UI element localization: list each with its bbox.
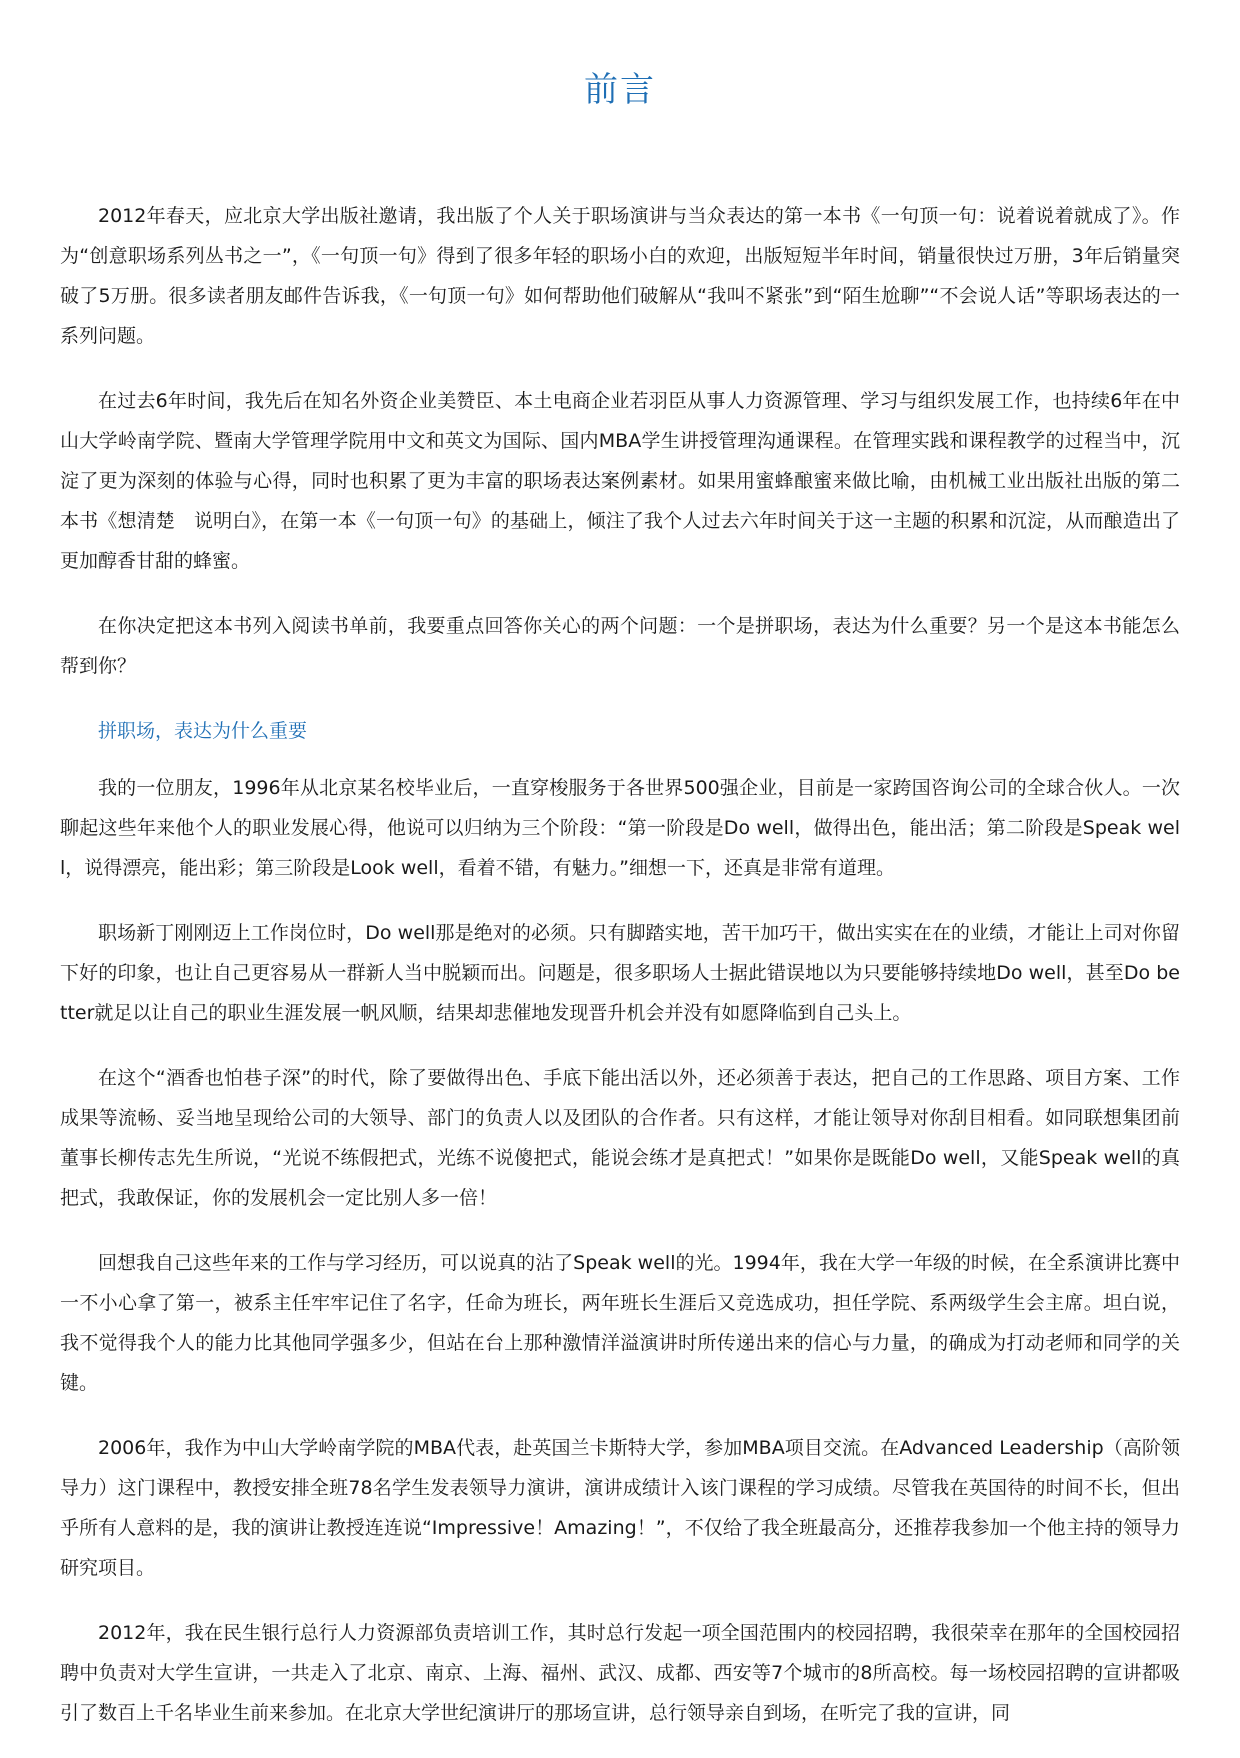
paragraph: 回想我自己这些年来的工作与学习经历，可以说真的沾了Speak well的光。1994年，我在大学一年级的时候，在全系演讲比赛中一不小心拿了第一，被系主任牢牢记住了名字，任命为班长，两年班长生涯后又竞选成功，担任学院、系两级学生会主席。坦白说，我不觉得我个人的能力比其他同学强多少，但站在台上那种激情洋溢演讲时所传递出来的信心与力量，的确成为打动老师和同学的关键。: [60, 1252, 1180, 1394]
paragraph: 我的一位朋友，1996年从北京某名校毕业后，一直穿梭服务于各世界500强企业，目前是一家跨国咨询公司的全球合伙人。一次聊起这些年来他个人的职业发展心得，他说可以归纳为三个阶段：“第一阶段是Do well，做得出色，能出活；第二阶段是Speak well，说得漂亮，能出彩；第三阶段是Look well，看着不错，有魅力。”细想一下，还真是非常有道理。: [60, 777, 1180, 879]
document-body: [60, 196, 1180, 1758]
section-heading: 拼职场，表达为什么重要: [98, 720, 308, 742]
paragraph: 在你决定把这本书列入阅读书单前，我要重点回答你关心的两个问题：一个是拼职场，表达为什么重要？另一个是这本书能怎么帮到你？: [60, 615, 1180, 677]
paragraph: 2012年，我在民生银行总行人力资源部负责培训工作，其时总行发起一项全国范围内的校园招聘，我很荣幸在那年的全国校园招聘中负责对大学生宣讲，一共走入了北京、南京、上海、福州、武汉、成都、西安等7个城市的8所高校。每一场校园招聘的宣讲都吸引了数百上千名毕业生前来参加。在北京大学世纪演讲厅的那场宣讲，总行领导亲自到场，在听完了我的宣讲，同: [60, 1622, 1180, 1724]
page-title: 前言: [584, 70, 656, 110]
paragraph: 在这个“酒香也怕巷子深”的时代，除了要做得出色、手底下能出活以外，还必须善于表达，把自己的工作思路、项目方案、工作成果等流畅、妥当地呈现给公司的大领导、部门的负责人以及团队的合作者。只有这样，才能让领导对你刮目相看。如同联想集团前董事长柳传志先生所说，“光说不练假把式，光练不说傻把式，能说会练才是真把式！”如果你是既能Do well，又能Speak well的真把式，我敢保证，你的发展机会一定比别人多一倍！: [60, 1067, 1180, 1209]
paragraph: 在过去6年时间，我先后在知名外资企业美赞臣、本土电商企业若羽臣从事人力资源管理、学习与组织发展工作，也持续6年在中山大学岭南学院、暨南大学管理学院用中文和英文为国际、国内MBA学生讲授管理沟通课程。在管理实践和课程教学的过程当中，沉淀了更为深刻的体验与心得，同时也积累了更为丰富的职场表达案例素材。如果用蜜蜂酿蜜来做比喻，由机械工业出版社出版的第二本书《想清楚 说明白》，在第一本《一句顶一句》的基础上，倾注了我个人过去六年时间关于这一主题的积累和沉淀，从而酿造出了更加醇香甘甜的蜂蜜。: [60, 390, 1180, 572]
paragraph: 2012年春天，应北京大学出版社邀请，我出版了个人关于职场演讲与当众表达的第一本书《一句顶一句：说着说着就成了》。作为“创意职场系列丛书之一”，《一句顶一句》得到了很多年轻的职场小白的欢迎，出版短短半年时间，销量很快过万册，3年后销量突破了5万册。很多读者朋友邮件告诉我，《一句顶一句》如何帮助他们破解从“我叫不紧张”到“陌生尬聊”“不会说人话”等职场表达的一系列问题。: [60, 205, 1180, 347]
paragraph: 职场新丁刚刚迈上工作岗位时，Do well那是绝对的必须。只有脚踏实地，苦干加巧干，做出实实在在的业绩，才能让上司对你留下好的印象，也让自己更容易从一群新人当中脱颖而出。问题是，很多职场人士据此错误地以为只要能够持续地Do well，甚至Do better就足以让自己的职业生涯发展一帆风顺，结果却悲催地发现晋升机会并没有如愿降临到自己头上。: [60, 922, 1180, 1024]
paragraph: 2006年，我作为中山大学岭南学院的MBA代表，赴英国兰卡斯特大学，参加MBA项目交流。在Advanced Leadership（高阶领导力）这门课程中，教授安排全班78名学生发表领导力演讲，演讲成绩计入该门课程的学习成绩。尽管我在英国待的时间不长，但出乎所有人意料的是，我的演讲让教授连连说“Impressive！Amazing！”，不仅给了我全班最高分，还推荐我参加一个他主持的领导力研究项目。: [60, 1437, 1180, 1579]
